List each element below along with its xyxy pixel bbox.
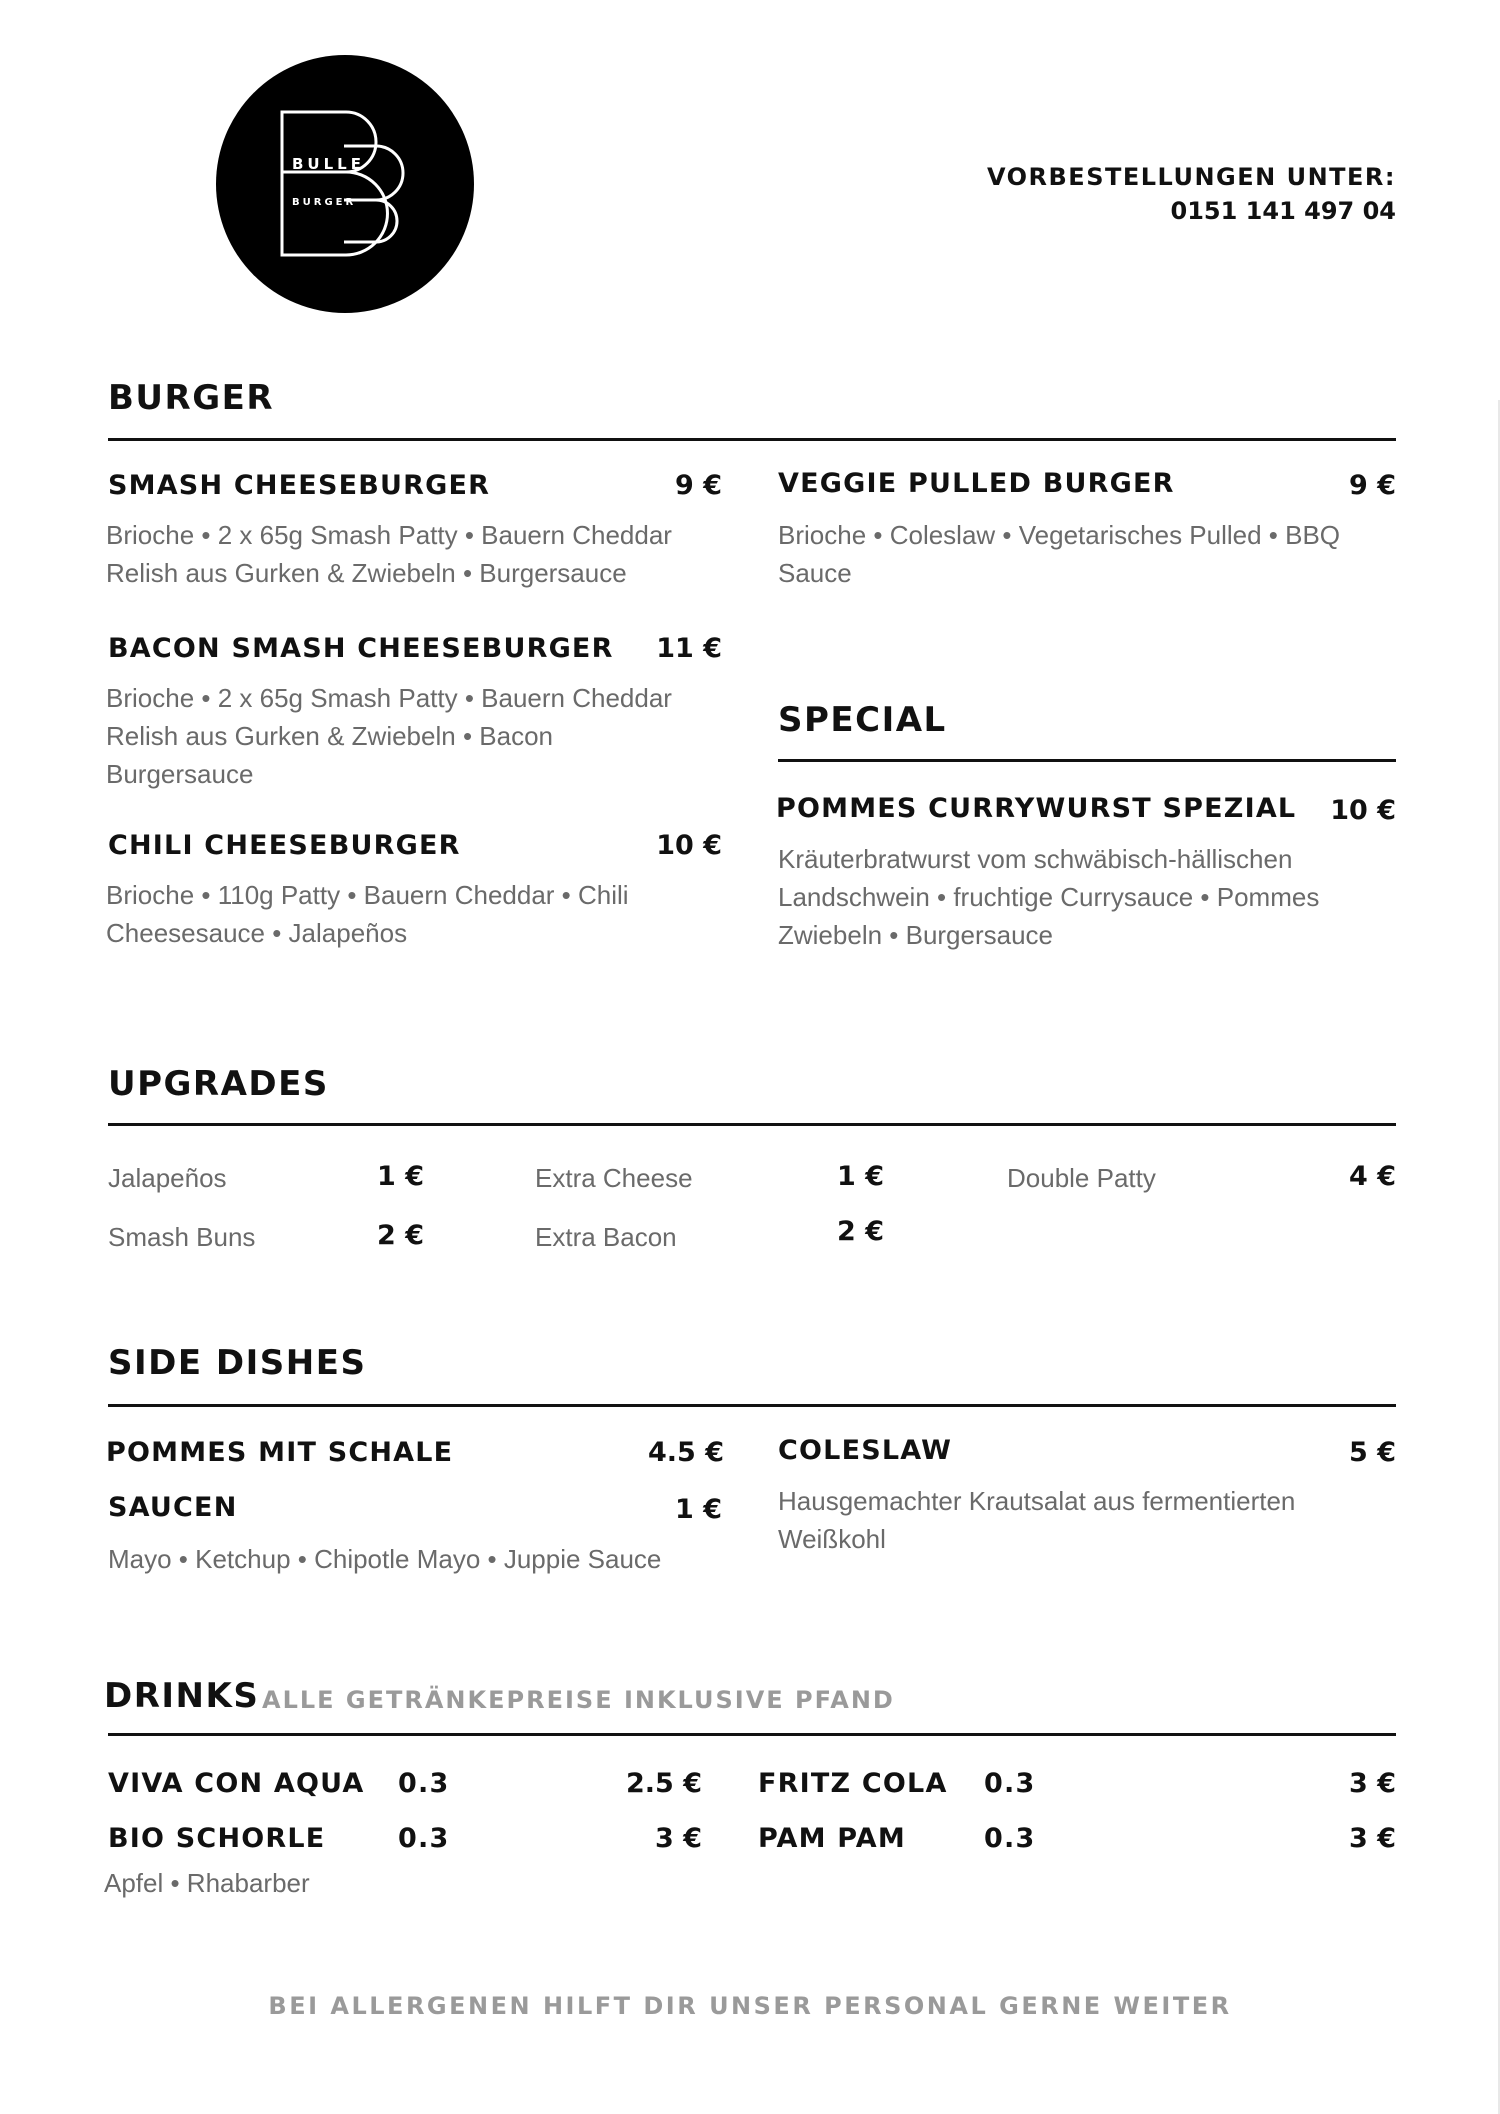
drink-size: 0.3 [984,1823,1036,1854]
desc-line: Weißkohl [778,1524,886,1554]
item-price: 11 € [656,633,722,664]
item-price: 9 € [675,470,722,501]
drink-name: FRITZ COLA [758,1768,948,1799]
preorder-label: VORBESTELLUNGEN UNTER: [986,163,1396,191]
drink-name: PAM PAM [758,1823,906,1854]
divider [108,1733,1396,1736]
item-name: BACON SMASH CHEESEBURGER [108,633,614,664]
item-name: COLESLAW [778,1435,953,1466]
item-name: POMMES CURRYWURST SPEZIAL [776,793,1297,824]
item-description [778,1482,1295,1558]
preorder [987,160,1396,228]
desc-line: Sauce [778,558,852,588]
item-price: 1 € [675,1494,722,1525]
item-description: Mayo • Ketchup • Chipotle Mayo • Juppie Sauce [108,1544,662,1574]
item-price: 9 € [1349,470,1396,501]
section-title-upgrades: UPGRADES [108,1064,329,1104]
item-description [106,516,672,592]
upgrade-price: 2 € [837,1216,884,1247]
drink-price: 3 € [655,1823,702,1854]
upgrade-price: 1 € [837,1161,884,1192]
upgrade-name: Jalapeños [108,1163,227,1193]
item-price: 10 € [1330,795,1396,826]
item-price: 4.5 € [647,1437,724,1468]
drink-price: 3 € [1349,1768,1396,1799]
logo-line2: BURGER [292,197,357,208]
upgrade-name: Double Patty [1007,1163,1156,1193]
upgrade-name: Smash Buns [108,1222,256,1252]
logo-line1: BULLE [292,155,365,173]
item-description [106,876,629,952]
logo [216,55,474,313]
item-price: 5 € [1349,1437,1396,1468]
desc-line: Burgersauce [106,759,254,789]
drink-name: VIVA CON AQUA [108,1768,365,1799]
upgrade-price: 2 € [377,1220,424,1251]
item-description [778,516,1340,592]
desc-line: Landschwein • fruchtige Currysauce • Pommes [778,882,1320,912]
section-title-burger: BURGER [108,378,275,418]
divider [108,1123,1396,1126]
section-title-side-dishes: SIDE DISHES [108,1343,367,1383]
desc-line: Zwiebeln • Burgersauce [778,920,1054,950]
section-title-drinks: DRINKS [104,1676,260,1716]
divider [778,759,1396,762]
drink-name: BIO SCHORLE [108,1823,326,1854]
item-name: POMMES MIT SCHALE [106,1437,454,1468]
drink-price: 3 € [1349,1823,1396,1854]
upgrade-name: Extra Cheese [535,1163,693,1193]
item-description [106,679,672,793]
upgrade-price: 4 € [1349,1161,1396,1192]
desc-line: Brioche • 2 x 65g Smash Patty • Bauern Cheddar [106,683,672,713]
drink-size: 0.3 [398,1823,450,1854]
desc-line: Relish aus Gurken & Zwiebeln • Burgersauce [106,558,627,588]
upgrade-name: Extra Bacon [535,1222,677,1252]
preorder-phone: 0151 141 497 04 [1170,197,1396,225]
divider [108,1404,1396,1407]
drink-size: 0.3 [398,1768,450,1799]
desc-line: Relish aus Gurken & Zwiebeln • Bacon [106,721,553,751]
drink-description: Apfel • Rhabarber [104,1868,310,1898]
upgrade-price: 1 € [377,1161,424,1192]
desc-line: Kräuterbratwurst vom schwäbisch-hällischen [778,844,1293,874]
desc-line: Brioche • 110g Patty • Bauern Cheddar • Chili [106,880,629,910]
desc-line: Brioche • Coleslaw • Vegetarisches Pulled • BBQ [778,520,1341,550]
drink-size: 0.3 [984,1768,1036,1799]
footer-allergen-note: BEI ALLERGENEN HILFT DIR UNSER PERSONAL GERNE WEITER [268,1992,1232,2020]
section-title-special: SPECIAL [778,700,947,740]
item-name: CHILI CHEESEBURGER [108,830,461,861]
item-name: SAUCEN [108,1492,238,1523]
desc-line: Cheesesauce • Jalapeños [106,918,408,948]
desc-line: Hausgemachter Krautsalat aus fermentierten [778,1486,1296,1516]
bulle-burger-logo-mark [216,55,474,313]
item-description [778,840,1319,954]
drinks-subtitle: ALLE GETRÄNKEPREISE INKLUSIVE PFAND [262,1686,895,1714]
desc-line: Brioche • 2 x 65g Smash Patty • Bauern Cheddar [106,520,672,550]
item-name: SMASH CHEESEBURGER [108,470,491,501]
item-name: VEGGIE PULLED BURGER [778,468,1175,499]
divider [108,438,1396,441]
drink-price: 2.5 € [625,1768,702,1799]
item-price: 10 € [656,830,722,861]
